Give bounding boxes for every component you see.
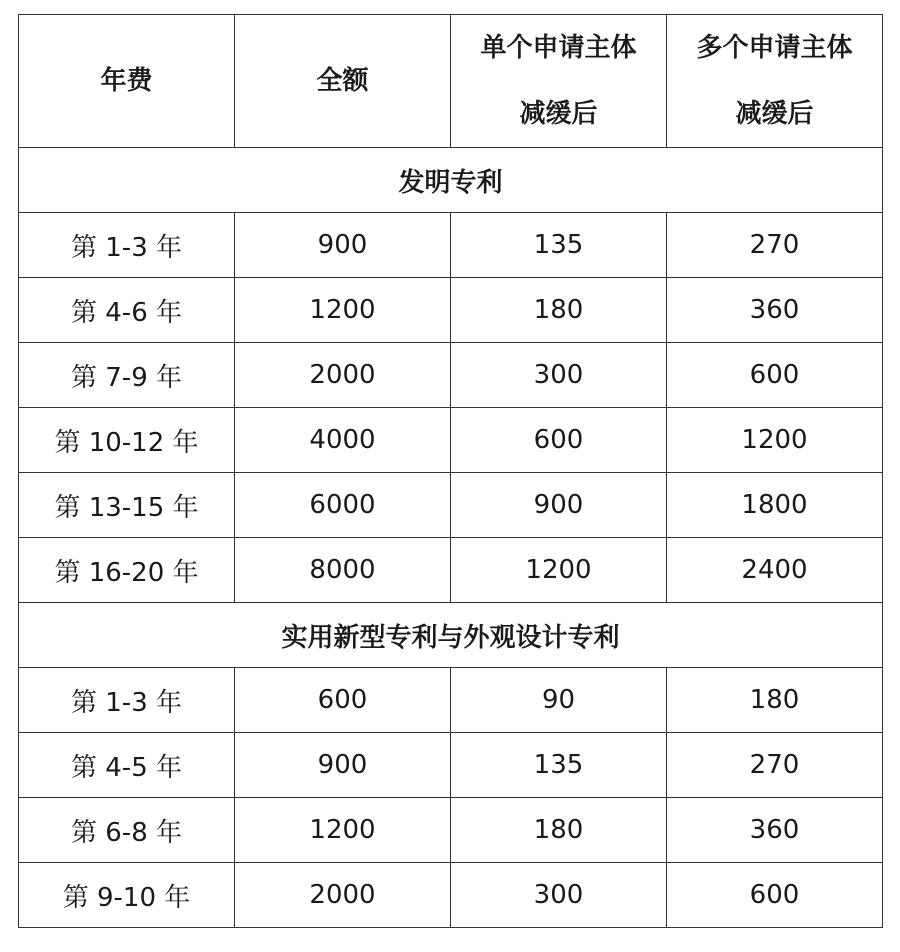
cell-full: 2000 bbox=[235, 343, 451, 408]
header-row bbox=[19, 15, 883, 148]
cell-year: 第 7-9 年 bbox=[19, 343, 235, 408]
table-row bbox=[19, 798, 883, 863]
section-row-utility-design bbox=[19, 603, 883, 668]
cell-year: 第 10-12 年 bbox=[19, 408, 235, 473]
cell-single: 300 bbox=[451, 343, 667, 408]
table-row bbox=[19, 343, 883, 408]
section-row-invention bbox=[19, 148, 883, 213]
cell-multiple: 1800 bbox=[667, 473, 883, 538]
cell-multiple: 180 bbox=[667, 668, 883, 733]
cell-year: 第 13-15 年 bbox=[19, 473, 235, 538]
section-title: 实用新型专利与外观设计专利 bbox=[19, 603, 883, 668]
cell-multiple: 270 bbox=[667, 213, 883, 278]
header-multiple-applicants bbox=[667, 15, 883, 148]
header-single-applicant bbox=[451, 15, 667, 148]
cell-full: 1200 bbox=[235, 278, 451, 343]
cell-full: 1200 bbox=[235, 798, 451, 863]
cell-single: 90 bbox=[451, 668, 667, 733]
annual-fee-table bbox=[18, 14, 883, 928]
cell-full: 2000 bbox=[235, 863, 451, 928]
cell-full: 6000 bbox=[235, 473, 451, 538]
cell-multiple: 2400 bbox=[667, 538, 883, 603]
header-multiple-applicants-line2: 减缓后 bbox=[735, 99, 814, 129]
table-row bbox=[19, 408, 883, 473]
cell-full: 4000 bbox=[235, 408, 451, 473]
cell-year: 第 4-5 年 bbox=[19, 733, 235, 798]
cell-single: 300 bbox=[451, 863, 667, 928]
table-row bbox=[19, 538, 883, 603]
table-row bbox=[19, 213, 883, 278]
cell-single: 1200 bbox=[451, 538, 667, 603]
header-full-amount: 全额 bbox=[235, 15, 451, 148]
cell-year: 第 1-3 年 bbox=[19, 213, 235, 278]
cell-single: 180 bbox=[451, 798, 667, 863]
cell-multiple: 360 bbox=[667, 278, 883, 343]
header-annual-fee: 年费 bbox=[19, 15, 235, 148]
cell-full: 900 bbox=[235, 733, 451, 798]
header-single-applicant-line1: 单个申请主体 bbox=[480, 33, 637, 63]
cell-full: 8000 bbox=[235, 538, 451, 603]
cell-multiple: 1200 bbox=[667, 408, 883, 473]
cell-multiple: 600 bbox=[667, 343, 883, 408]
table-row bbox=[19, 473, 883, 538]
cell-single: 180 bbox=[451, 278, 667, 343]
header-multiple-applicants-line1: 多个申请主体 bbox=[696, 33, 853, 63]
cell-multiple: 360 bbox=[667, 798, 883, 863]
section-title: 发明专利 bbox=[19, 148, 883, 213]
cell-year: 第 4-6 年 bbox=[19, 278, 235, 343]
cell-multiple: 270 bbox=[667, 733, 883, 798]
table-row bbox=[19, 863, 883, 928]
table-row bbox=[19, 278, 883, 343]
table-row bbox=[19, 668, 883, 733]
cell-single: 600 bbox=[451, 408, 667, 473]
cell-single: 135 bbox=[451, 733, 667, 798]
cell-multiple: 600 bbox=[667, 863, 883, 928]
cell-full: 900 bbox=[235, 213, 451, 278]
cell-single: 900 bbox=[451, 473, 667, 538]
cell-year: 第 6-8 年 bbox=[19, 798, 235, 863]
cell-single: 135 bbox=[451, 213, 667, 278]
cell-year: 第 9-10 年 bbox=[19, 863, 235, 928]
cell-year: 第 1-3 年 bbox=[19, 668, 235, 733]
cell-year: 第 16-20 年 bbox=[19, 538, 235, 603]
table-row bbox=[19, 733, 883, 798]
cell-full: 600 bbox=[235, 668, 451, 733]
header-single-applicant-line2: 减缓后 bbox=[519, 99, 598, 129]
